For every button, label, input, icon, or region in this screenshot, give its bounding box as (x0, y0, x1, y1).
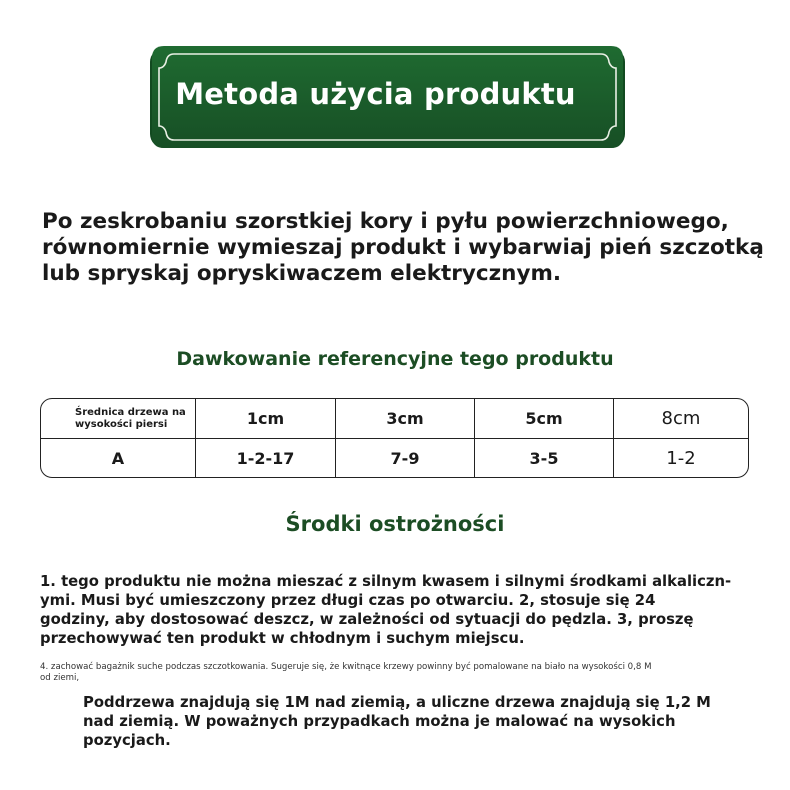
note-line: 4. zachować bagażnik suche podczas szczotkowania. Sugeruje się, że kwitnące krzewy powinny być pomalowane na biało na wysokości 0,8 M (40, 662, 652, 672)
title-banner (150, 44, 625, 150)
caution-note-4 (40, 662, 780, 684)
note-line: godziny, aby dostosować deszcz, w zależności od sytuacji do pędzla. 3, proszę (40, 611, 694, 628)
value-cell: 1-2-17 (196, 439, 336, 477)
header-cell: 8cm (661, 408, 701, 429)
note-line: od ziemi, (40, 673, 80, 683)
intro-line: lub spryskaj opryskiwaczem elektrycznym. (42, 261, 562, 286)
intro-paragraph (42, 209, 762, 287)
header-cell: 3cm (336, 399, 475, 438)
value-cell: 7-9 (336, 439, 475, 477)
intro-line: równomiernie wymieszaj produkt i wybarwiaj pień szczotką (42, 235, 764, 260)
header-label-line: wysokości piersi (75, 418, 168, 430)
header-label-line: Średnica drzewa na (75, 406, 186, 418)
dosage-title: Dawkowanie referencyjne tego produktu (176, 348, 614, 370)
header-cell: 1cm (196, 399, 336, 438)
note-line: 1. tego produktu nie można mieszać z silnym kwasem i silnymi środkami alkaliczn- (40, 573, 732, 590)
note-line: Poddrzewa znajdują się 1M nad ziemią, a uliczne drzewa znajdują się 1,2 M (83, 694, 711, 711)
note-line: pozycjach. (83, 732, 171, 749)
note-line: przechowywać ten produkt w chłodnym i suchym miejscu. (40, 630, 525, 647)
table-row (41, 439, 748, 477)
cautions-title: Środki ostrożności (285, 512, 505, 536)
header-label-cell (41, 399, 196, 438)
note-line: nad ziemią. W poważnych przypadkach można je malować na wysokich (83, 713, 676, 730)
intro-line: Po zeskrobaniu szorstkiej kory i pyłu powierzchniowego, (42, 209, 729, 234)
value-cell: 3-5 (475, 439, 614, 477)
dosage-table (40, 398, 749, 478)
caution-note-5 (83, 693, 763, 750)
value-cell: 1-2 (666, 447, 696, 469)
header-cell: 5cm (475, 399, 614, 438)
table-header-row (41, 399, 748, 439)
caution-note-1 (40, 572, 740, 648)
row-label-cell: A (41, 439, 196, 477)
note-line: ymi. Musi być umieszczony przez długi czas po otwarciu. 2, stosuje się 24 (40, 592, 656, 609)
banner-title: Metoda użycia produktu (175, 77, 576, 111)
